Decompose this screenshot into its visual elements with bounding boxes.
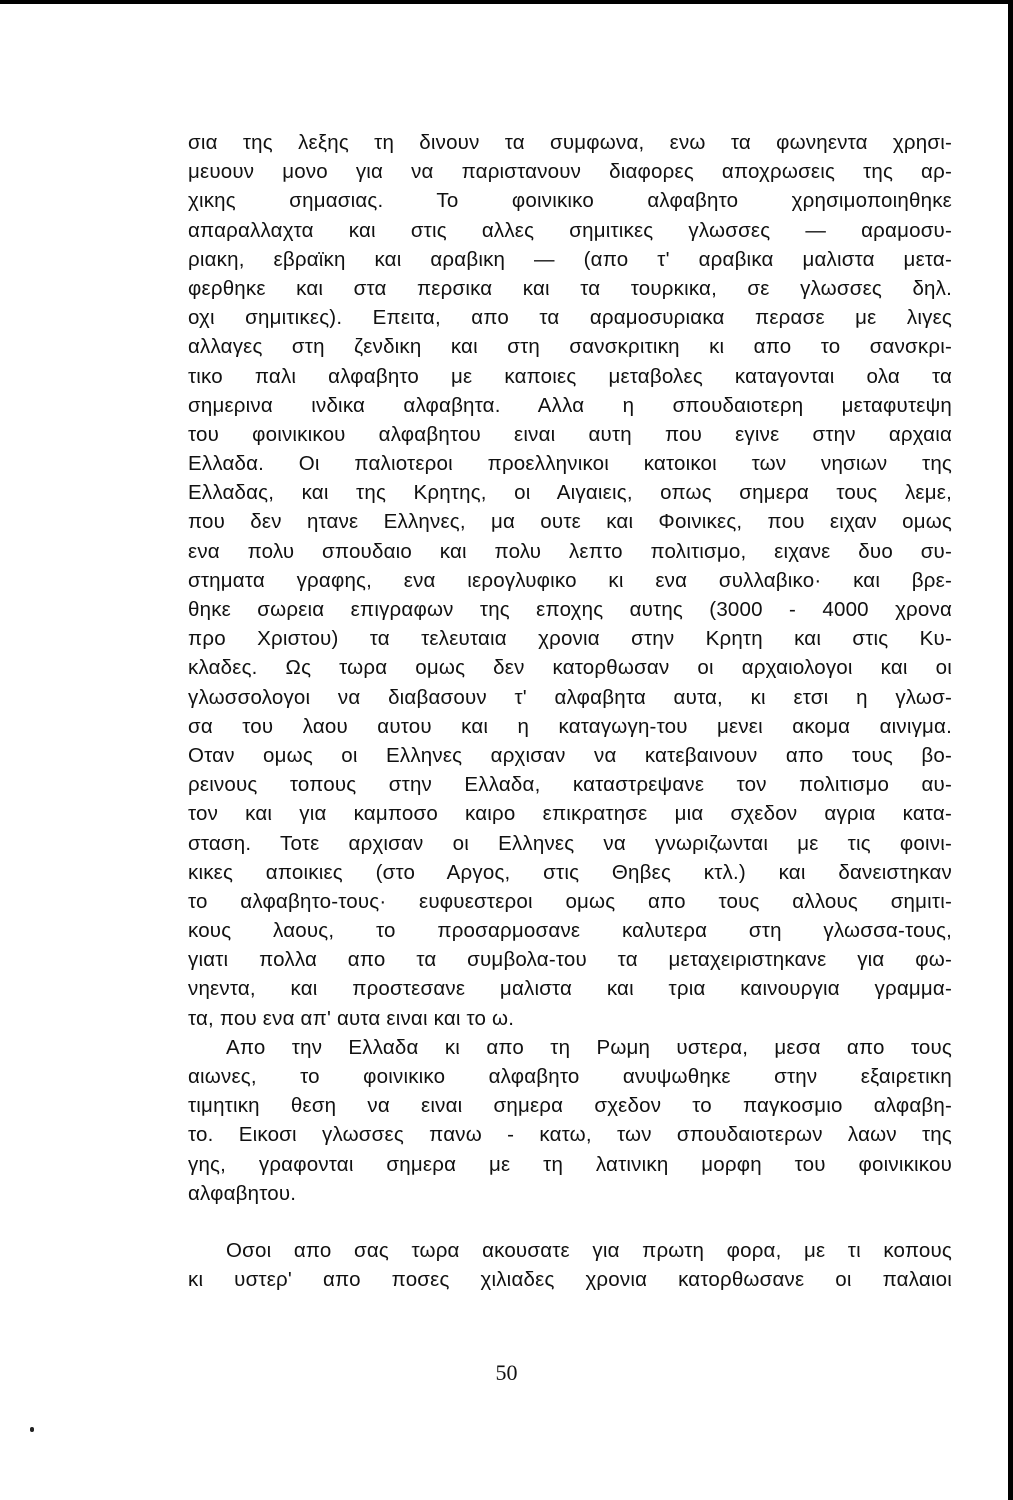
page-number: 50 — [495, 1360, 518, 1385]
scan-border-top — [0, 0, 1013, 4]
text-line: μευουν μονο για να παριστανουν διαφορες αποχρωσεις της αρ- — [188, 160, 952, 184]
scan-border-right — [1008, 0, 1013, 1500]
text-line: του φοινικικου αλφαβητου ειναι αυτη που εγινε στην αρχαια — [188, 422, 952, 446]
paragraph-3 — [188, 1236, 952, 1294]
text-line: νηεντα, και προστεσανε μαλιστα και τρια καινουργια γραμμα- — [188, 977, 952, 1001]
text-line: κλαδες. Ως τωρα ομως δεν κατορθωσαν οι αρχαιολογοι και οι — [188, 656, 952, 680]
text-line: στηματα γραφης, ενα ιερογλυφικο κι ενα συλλαβικο· και βρε- — [188, 568, 952, 592]
text-line: τικο παλι αλφαβητο με καποιες μεταβολες καταγονται ολα τα — [188, 364, 952, 388]
text-line: τα, που ενα απ' αυτα ειναι και το ω. — [188, 1006, 515, 1030]
paragraph-2 — [188, 1033, 952, 1208]
text-line: που δεν ητανε Ελληνες, μα ουτε και Φοινικες, που ειχαν ομως — [188, 510, 952, 534]
text-line: κικες αποικιες (στο Αργος, στις Θηβες κτλ.) και δανειστηκαν — [188, 860, 952, 884]
text-line: ρεινους τοπους στην Ελλαδα, καταστρεψανε τον πολιτισμο αυ- — [188, 773, 952, 797]
text-line: σα του λαου αυτου και η καταγωγη-του μενει ακομα αινιγμα. — [188, 714, 952, 738]
text-line: Ελλαδας, και της Κρητης, οι Αιγαιεις, οπως σημερα τους λεμε, — [188, 481, 952, 505]
text-line: θηκε σωρεια επιγραφων της εποχης αυτης (3000 - 4000 χρονα — [188, 598, 952, 621]
text-line: Απο την Ελλαδα κι απο τη Ρωμη υστερα, μεσα απο τους — [226, 1035, 952, 1059]
text-line: τον και για καμποσο καιρο επικρατησε μια σχεδον αγρια κατα- — [188, 802, 952, 826]
text-line: σημερινα ινδικα αλφαβητα. Αλλα η σπουδαιοτερη μεταφυτεψη — [188, 393, 952, 417]
text-line: κι υστερ' απο ποσες χιλιαδες χρονια κατορθωσανε οι παλαιοι — [188, 1268, 952, 1292]
paragraph-1 — [188, 128, 952, 1033]
text-line: χικης σημασιας. Το φοινικικο αλφαβητο χρησιμοποιηθηκε — [188, 189, 952, 213]
page-body — [188, 128, 952, 1294]
text-line: οχι σημιτικες). Επειτα, απο τα αραμοσυριακα περασε με λιγες — [188, 306, 952, 330]
text-line: τιμητικη θεση να ειναι σημερα σχεδον το παγκοσμιο αλφαβη- — [188, 1094, 952, 1118]
text-line: γης, γραφονται σημερα με τη λατινικη μορφη του φοινικικου — [188, 1152, 952, 1176]
text-line: προ Χριστου) τα τελευταια χρονια στην Κρητη και στις Κυ- — [188, 627, 952, 651]
text-line: σταση. Τοτε αρχισαν οι Ελληνες να γνωριζωνται με τις φοινι- — [188, 831, 952, 855]
text-line: αλφαβητου. — [188, 1181, 297, 1205]
scan-speck — [30, 1427, 34, 1432]
text-line: αιωνες, το φοινικικο αλφαβητο ανυψωθηκε στην εξαιρετικη — [188, 1065, 952, 1088]
text-line: Οταν ομως οι Ελληνες αρχισαν να κατεβαινουν απο τους βο- — [188, 743, 952, 767]
text-line: Οσοι απο σας τωρα ακουσατε για πρωτη φορα, με τι κοπους — [226, 1238, 952, 1262]
text-line: απαραλλαχτα και στις αλλες σημιτικες γλωσσες — αραμοσυ- — [188, 218, 952, 242]
text-line: γιατι πολλα απο τα συμβολα-του τα μεταχειριστηκανε για φω- — [188, 948, 952, 972]
text-line: ριακη, εβραϊκη και αραβικη — (απο τ' αραβικα μαλιστα μετα- — [188, 247, 952, 271]
paragraph-gap — [188, 1208, 952, 1236]
text-line: το. Εικοσι γλωσσες πανω - κατω, των σπουδαιοτερων λαων της — [188, 1123, 952, 1147]
text-line: σια της λεξης τη δινουν τα συμφωνα, ενω τα φωνηεντα χρησι- — [188, 131, 952, 154]
text-line: φερθηκε και στα περσικα και τα τουρκικα, σε γλωσσες δηλ. — [188, 276, 952, 300]
text-line: το αλφαβητο-τους· ευφυεστεροι ομως απο τους αλλους σημιτι- — [188, 889, 952, 913]
text-line: Ελλαδα. Οι παλιοτεροι προελληνικοι κατοικοι των νησιων της — [188, 452, 952, 476]
text-line: γλωσσολογοι να διαβασουν τ' αλφαβητα αυτα, κι ετσι η γλωσ- — [188, 685, 952, 709]
text-line: ενα πολυ σπουδαιο και πολυ λεπτο πολιτισμο, ειχανε δυο συ- — [188, 539, 952, 563]
text-line: αλλαγες στη ζενδικη και στη σανσκριτικη κι απο το σανσκρι- — [188, 335, 952, 359]
text-line: κους λαους, το προσαρμοσανε καλυτερα στη γλωσσα-τους, — [188, 919, 952, 943]
